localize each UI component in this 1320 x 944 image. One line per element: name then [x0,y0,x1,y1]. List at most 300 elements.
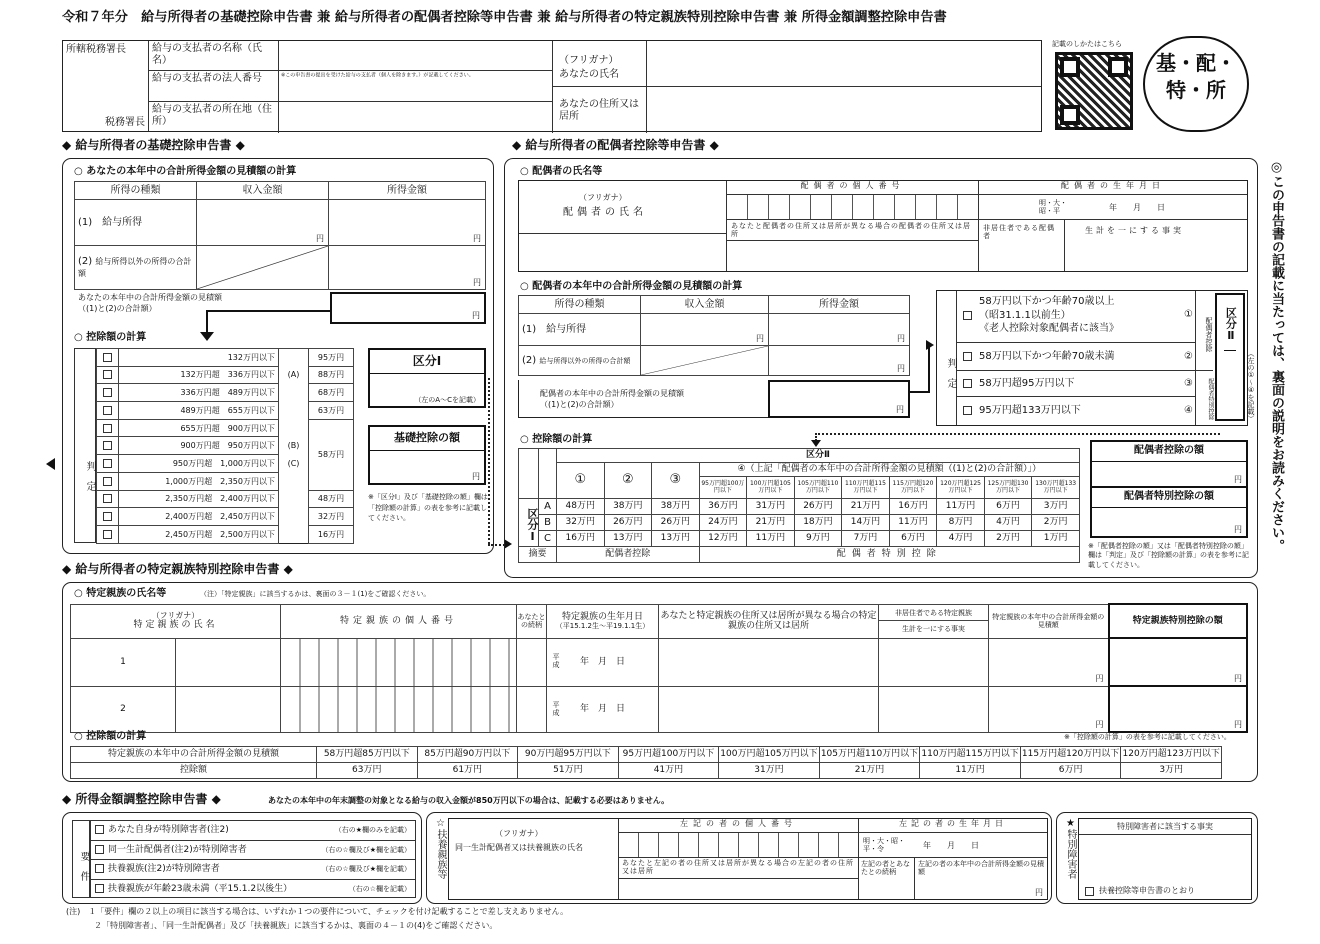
j4: 95万円超133万円以下 [979,405,1081,416]
spouse-amount: 21万円 [747,515,795,531]
spouse-col-head: 105万円超110万円以下 [794,477,842,499]
t-ymd: 年 月 日 [579,656,625,667]
yen-mark: 円 [1234,719,1242,729]
col-type: 所得の種類 [75,182,197,200]
judge4-checkbox[interactable] [963,406,972,415]
basic-row-checkbox[interactable] [97,384,119,402]
basic-range: 2,450万円超 2,500万円以下 [119,525,279,543]
spouse-amount: 6万円 [889,531,937,547]
s-kubun1-v: 区分Ⅰ [526,508,539,543]
t-est: 特定親族の本年中の合計所得金額の見積額 [989,604,1109,638]
basic-group [279,349,309,367]
checkbox[interactable] [103,370,112,379]
spouse-amount: 4万円 [937,531,985,547]
t-range: 120万円超123万円以下 [1121,747,1222,763]
form-title: 令和７年分 給与所得者の基礎控除申告書 兼 給与所得者の配偶者控除等申告書 兼 給与所得者の特定親族特別控除申告書 兼 所得金額調整控除申告書 [62,10,947,25]
req-note: （右の☆欄及び★欄を記載） [321,865,411,873]
spouse-amount: 4万円 [984,515,1032,531]
t-nonres-2[interactable] [879,686,989,732]
j2: 58万円以下かつ年齢70歳未満 [979,351,1115,362]
basic-calc-table [96,348,354,544]
spouse-amount: 2万円 [984,531,1032,547]
chosei-note-2: ２「特別障害者」、「同一生計配偶者」及び「扶養親族」に該当するかは、裏面の４－１の(4)をご確認ください。 [94,921,498,930]
payer-name-label: 給与の支払者の名称（氏名） [152,43,262,66]
spouse-amount: 18万円 [794,515,842,531]
hai-toku-v: 配偶者特別控除 [1195,371,1213,425]
t-addr-1[interactable] [659,638,879,686]
tokutei-name-sub: ○ 特定親族の氏名等 [74,588,167,599]
yen-mark: 円 [1234,524,1242,534]
spouse-col-head: 115万円超120万円以下 [889,477,937,499]
basic-range: 1,000万円超 2,350万円以下 [119,472,279,490]
kubun1-note: （左のA～Cを記載） [414,395,480,404]
spouse-col-head: 110万円超115万円以下 [842,477,890,499]
yen-mark: 円 [897,363,905,373]
spouse-amount: 38万円 [652,499,700,515]
c-mynum-field[interactable] [619,833,859,857]
checkbox[interactable] [103,406,112,415]
s-calc-kubun2: 区分Ⅱ [557,449,1080,463]
basic-group [279,419,309,437]
t-era: 平成 [552,652,560,669]
spouse-col-head: 120万円超125万円以下 [937,477,985,499]
basic-row-checkbox[interactable] [97,525,119,543]
t-birth2: （平15.1.2生～平19.1.1生） [555,622,650,631]
t-calc-sub: ○ 控除額の計算 [74,731,147,742]
checkbox[interactable] [103,353,112,362]
tokutei-table [70,603,1248,733]
toku-head: 特別障害者に該当する事実 [1079,819,1251,835]
basic-range: 900万円超 950万円以下 [119,437,279,455]
basic-group [279,508,309,526]
yen-mark: 円 [472,310,480,320]
spouse-col-head: 130万円超133万円以下 [1032,477,1080,499]
tokutei-name-note: （注）「特定親族」に該当するかは、裏面の３－１(1)をご確認ください。 [200,590,431,598]
basic-range: 132万円以下 [119,349,279,367]
payer-corp-label: 給与の支払者の法人番号 [152,73,262,84]
basic-row-checkbox[interactable] [97,419,119,437]
t-nonres-1[interactable] [879,638,989,686]
c-rel: 左記の者とあなたとの続柄 [859,857,915,899]
payer-addr-field[interactable] [279,102,553,133]
spouse-col-head: 95万円超100万円以下 [699,477,747,499]
req-item[interactable] [91,860,415,880]
spouse-name-label: 配偶者の氏名 [563,207,647,218]
basic-shotoku-2[interactable] [329,246,486,290]
spouse-mynum-label: 配偶者の個人番号 [727,181,979,195]
s-income-2 [641,346,769,376]
c-mynum: 左記の者の個人番号 [619,819,859,833]
fuyo-table [448,818,1048,900]
t-range: 115万円超120万円以下 [1020,747,1121,763]
yen-mark: 円 [1095,720,1104,730]
spouse-amount: 48万円 [557,499,605,515]
kubun1-letter: A [539,499,557,515]
spouse-amount: 1万円 [1032,531,1080,547]
spouse-estimate-field[interactable] [768,380,910,418]
spouse-amount: 8万円 [937,515,985,531]
basic-range: 2,350万円超 2,400万円以下 [119,490,279,508]
c3: ③ [1184,378,1193,389]
estimate-line-1: あなたの本年中の合計所得金額の見積額 [78,293,222,302]
t-era: 平成 [552,700,560,717]
kubun1-label: 区分Ⅰ [370,350,484,374]
basic-income-2 [197,246,329,290]
s-row2-no: (2) [522,354,537,366]
c2: ② [1184,351,1193,362]
c-name: 同一生計配偶者又は扶養親族の氏名 [455,843,583,852]
req-checkbox[interactable] [95,884,104,893]
spouse-col-head: 100万円超105万円以下 [747,477,795,499]
req-item[interactable] [91,821,415,841]
basic-note: ※「区分Ⅰ」及び「基礎控除の額」欄は「控除額の計算」の表を参考に記載してください。 [368,493,488,522]
spouse-amount: 13万円 [652,531,700,547]
spouse-income-sub: ○ 配偶者の本年中の合計所得金額の見積額の計算 [520,281,743,292]
req-text: 扶養親族(注2)が特別障害者 [108,864,220,874]
basic-row-checkbox[interactable] [97,366,119,384]
furigana-label: （フリガナ） [559,55,619,66]
t-mynum-1[interactable] [281,638,517,686]
c-est: 左記の者の本年中の合計所得金額の見積額 [918,860,1044,877]
toku-table [1078,818,1252,900]
spouse-amount: 16万円 [557,531,605,547]
t-range: 58万円超85万円以下 [317,747,418,763]
spouse-toku-box[interactable] [1090,486,1248,538]
t-est-1[interactable] [989,638,1109,686]
t-amount: 6万円 [1020,763,1121,779]
spouse-amount: 2万円 [1032,515,1080,531]
s-shotoku-2[interactable] [769,346,910,376]
basic-income-sub: ○ あなたの本年中の合計所得金額の見積額の計算 [74,166,297,177]
req-checkbox[interactable] [95,825,104,834]
req-text: 同一生計配偶者(注2)が特別障害者 [108,844,247,855]
spouse-amount: 32万円 [557,515,605,531]
checkbox[interactable] [103,441,112,450]
checkbox[interactable] [103,388,112,397]
t-calc-note: ※「控除額の計算」の表を参考に記載してください。 [1064,733,1231,741]
kubun2-note: （左の①～④を記載） [1247,350,1256,422]
t-kojo-1[interactable] [1109,638,1248,686]
t-amount: 63万円 [317,763,418,779]
checkbox[interactable] [103,459,112,468]
basic-group: (C) [279,455,309,473]
spouse-col-head: 125万円超130万円以下 [984,477,1032,499]
qr-code[interactable] [1055,52,1133,130]
basic-row-checkbox[interactable] [97,437,119,455]
s-estimate-2: （(1)と(2)の合計額） [540,400,619,410]
basic-range: 2,400万円超 2,450万円以下 [119,508,279,526]
basic-row-checkbox[interactable] [97,402,119,420]
spouse-name-sub: ○ 配偶者の氏名等 [520,166,603,177]
t-kojo-row: 控除額 [71,763,317,779]
s-row1-no: (1) [522,323,537,335]
req-note: （右の☆欄及び★欄を記載） [321,845,411,854]
row2-label: 給与所得以外の所得の合計額 [78,257,192,278]
basic-range: 336万円超 489万円以下 [119,384,279,402]
c-birth-field[interactable] [859,833,1047,857]
spouse-amount: 9万円 [794,531,842,547]
t-mynum-2[interactable] [281,686,517,732]
spouse-birth-label: 配偶者の生年月日 [979,181,1247,195]
basic-row-checkbox[interactable] [97,490,119,508]
spouse-income-table [518,295,910,376]
spouse-amount: 16万円 [889,499,937,515]
basic-range: 132万円超 336万円以下 [119,366,279,384]
spouse-amount: 11万円 [747,531,795,547]
t-amount: 21万円 [819,763,920,779]
checkbox[interactable] [103,512,112,521]
j1c: 《老人控除対象配偶者に該当》 [979,323,1119,334]
basic-group [279,402,309,420]
s-estimate-1: 配偶者の本年中の合計所得金額の見積額 [540,389,684,398]
basic-range: 489万円超 655万円以下 [119,402,279,420]
basic-heading: ◆ 給与所得者の基礎控除申告書 ◆ [62,138,245,152]
basic-amount: 16万円 [309,525,354,543]
chosei-heading-note: あなたの本年中の年末調整の対象となる給与の収入金額が850万円以下の場合は、記載する必要はありません。 [268,796,670,805]
t-seikei: 生計を一にする事実 [902,625,965,633]
spouse-nonres-label: 非居住者である配偶者 [983,224,1055,241]
judge2-checkbox[interactable] [963,352,972,361]
side-note: ◎この申告書の記載に当たっては、裏面の説明をお読みください。 [1269,160,1284,552]
hai-kojo-v: 配偶者控除 [1195,291,1213,371]
spouse-judge-table [936,290,1248,426]
yen-mark: 円 [1035,887,1043,897]
payer-block [62,40,1042,132]
yen-mark: 円 [473,233,481,243]
checkbox[interactable] [103,477,112,486]
t-name-1[interactable] [176,638,281,686]
t-mynum: 特定親族の個人番号 [281,604,517,638]
t-range: 100万円超105万円以下 [719,747,820,763]
basic-range: 655万円超 900万円以下 [119,419,279,437]
s-out-note: ※「配偶者控除の額」又は「配偶者特別控除の額」欄は「判定」及び「控除額の計算」の表を参考に記載してください。 [1088,542,1249,569]
t-amount: 11万円 [920,763,1021,779]
spouse-mynum-field[interactable] [727,195,979,219]
checkbox[interactable] [103,494,112,503]
judge3-checkbox[interactable] [963,379,972,388]
kubun1-box [368,348,486,408]
basic-amount: 58万円 [309,419,354,490]
payer-corp-note: ※この申告書の提出を受けた給与の支払者（個人を除きます。）が記載してください。 [281,72,474,78]
c1: ① [1184,309,1193,320]
payer-name-field[interactable] [279,41,553,71]
spouse-amount: 31万円 [747,499,795,515]
req-item[interactable] [91,880,415,900]
basic-row-checkbox[interactable] [97,455,119,473]
req-checkbox[interactable] [95,845,104,854]
yen-mark: 円 [756,333,764,343]
basic-group [279,384,309,402]
s-col-shotoku: 所得金額 [769,296,910,314]
your-addr-field[interactable] [647,87,1041,133]
yen-mark: 円 [472,471,480,481]
your-addr-label: あなたの住所又は居所 [559,99,639,122]
basic-row-checkbox[interactable] [97,508,119,526]
basic-shotoku-1[interactable] [329,200,486,246]
t-rel-1[interactable] [517,638,547,686]
spouse-seikei-label: 生計を一にする事実 [1085,226,1184,235]
req-checkbox[interactable] [95,864,104,873]
c-ymd: 年 月 日 [923,841,979,850]
t-furigana: （フリガナ） [151,611,200,621]
spouse-amount: 7万円 [842,531,890,547]
req-text: 扶養親族が年齢23歳未満（平15.1.2以後生） [108,883,293,894]
payer-addr-label: 給与の支払者の所在地（住所） [152,104,272,127]
spouse-calc-table: 区分Ⅱ ① ② ③ ④（上記「配偶者の本年中の合計所得金額の見積額（(1)と(2)の合計額）」） 95万円超100万円以下 100万円超105万円以下 105万円超110万円以下 110万円超115万円以下 115万円超120万円以下 120万円超125万円以下 125万円超130万円以下 130万円超133万円以下 A 48万円 38万円 38万円 36万円 31万円 26万円 21万円 16万円 11万円 6万円 3万円 B 32万円 26万円 26万円 24万円 21万円 18万円 14万円 11万円 8万円 4万円 2万円 C 16万円 13万円 13万円 12万円 11万円 9万円 7万円 6万円 4万円 2万円 1万円 摘要 配偶者控除 配偶者特別控除 [518,448,1080,563]
spouse-kojo-box[interactable] [1090,440,1248,488]
judge-label: 判 定 [74,348,96,543]
t-kojo: 特定親族特別控除の額 [1109,604,1248,638]
basic-amount: 32万円 [309,508,354,526]
fuyo-label: ☆扶養親族等 [435,818,446,879]
badge-line-1: 基・配・ [1156,51,1236,75]
spouse-name-field[interactable] [519,233,727,271]
basic-amount: 48万円 [309,490,354,508]
s-out2: 配偶者特別控除の額 [1092,488,1246,508]
t-kojo-2[interactable] [1109,686,1248,732]
t-amount: 31万円 [719,763,820,779]
spouse-addr-note: あなたと配偶者の住所又は居所が異なる場合の配偶者の住所又は居所 [727,219,979,241]
basic-estimate-field[interactable] [330,292,486,324]
spouse-amount: 26万円 [604,515,652,531]
s-col4: ④（上記「配偶者の本年中の合計所得金額の見積額（(1)と(2)の合計額）」） [699,463,1079,477]
tokutei-heading: ◆ 給与所得者の特定親族特別控除申告書 ◆ [62,562,293,576]
c-furigana: （フリガナ） [495,829,543,838]
s-shotoku-1[interactable] [769,314,910,346]
t-amount: 61万円 [417,763,518,779]
checkbox[interactable] [103,424,112,433]
spouse-amount: 6万円 [984,499,1032,515]
basic-group: (B) [279,437,309,455]
spouse-furigana-label: （フリガナ） [579,193,627,202]
spouse-amount: 21万円 [842,499,890,515]
spouse-amount: 11万円 [889,515,937,531]
judge1-checkbox[interactable] [963,311,972,320]
yen-mark: 円 [316,233,324,243]
toku-checkbox[interactable] [1085,887,1094,896]
t-range: 85万円超90万円以下 [417,747,518,763]
t-name: 特定親族の氏名 [133,620,218,631]
t-rel: あなたとの続柄 [517,604,547,638]
col-income: 収入金額 [197,182,329,200]
badge-line-2: 特・所 [1166,78,1226,102]
qr-caption: 記載のしかたはこちら [1052,40,1122,48]
basic-amount: 95万円 [309,349,354,367]
spouse-amount: 3万円 [1032,499,1080,515]
s-judge-label: 判 定 [937,291,957,425]
yen-mark: 円 [896,404,904,414]
spouse-amount: 24万円 [699,515,747,531]
t-birth: 特定親族の生年月日 [561,611,643,622]
t-addr: あなたと特定親族の住所又は居所が異なる場合の特定親族の住所又は居所 [659,604,879,638]
spouse-calc-sub: ○ 控除額の計算 [520,434,593,445]
spouse-era: 明・大・昭・平 [1039,199,1067,216]
s-kojo2: 配偶者特別控除 [699,547,1079,563]
payer-corp-field[interactable] [279,71,553,102]
s-row1: 給与所得 [546,323,587,335]
basic-amount: 63万円 [309,402,354,420]
spouse-amount: 26万円 [794,499,842,515]
basic-group: (A) [279,366,309,384]
basic-row-checkbox[interactable] [97,472,119,490]
t-amount: 51万円 [518,763,619,779]
t-head: 特定親族の本年中の合計所得金額の見積額 [71,747,317,763]
basic-row-checkbox[interactable] [97,349,119,367]
s-row2: 給与所得以外の所得の合計額 [539,356,631,365]
req-note: （右の★欄のみを記載） [334,826,411,834]
t-range: 105万円超110万円以下 [819,747,920,763]
t-range: 110万円超115万円以下 [920,747,1021,763]
c-addr: あなたと左記の者の住所又は居所が異なる場合の左記の者の住所又は居所 [619,857,859,879]
j3: 58万円超95万円以下 [979,378,1075,389]
t-nonres: 非居住者である特定親族 [879,605,988,621]
s-income-1[interactable] [641,314,769,346]
checkbox[interactable] [103,530,112,539]
spouse-amount: 12万円 [699,531,747,547]
basic-amount: 68万円 [309,384,354,402]
your-name-field[interactable] [647,41,1041,87]
t-range: 95万円超100万円以下 [618,747,719,763]
yen-mark: 円 [897,333,905,343]
spouse-amount: 13万円 [604,531,652,547]
j1b: （昭31.1.1以前生） [979,309,1071,321]
tax-office-label: 所轄税務署長 [66,44,126,55]
spouse-heading: ◆ 給与所得者の配偶者控除等申告書 ◆ [512,138,719,152]
c-addr-field[interactable] [619,879,859,899]
c-era: 明・大・昭・平・令 [863,837,905,854]
c4: ④ [1184,405,1193,416]
tax-office-label-2: 税務署長 [105,116,145,128]
spouse-amount: 36万円 [699,499,747,515]
s-out1: 配偶者控除の額 [1092,442,1246,462]
basic-group [279,490,309,508]
kiso-box[interactable] [368,425,486,485]
toku-label: ★特別障害者 [1065,818,1076,879]
tokutei-calc-table [70,746,1222,779]
row2-no: (2) [78,256,93,267]
chosei-heading: ◆ 所得金額調整控除申告書 ◆ [62,792,221,806]
form-type-badge [1143,36,1249,132]
c-birth: 左記の者の生年月日 [859,819,1047,833]
yen-mark: 円 [473,277,481,287]
yen-mark: 円 [1095,674,1104,684]
j1a: 58万円以下かつ年齢70歳以上 [979,296,1115,307]
basic-amount: 88万円 [309,366,354,384]
t-name-2[interactable] [176,686,281,732]
req-item[interactable] [91,841,415,861]
spouse-addr-field[interactable] [727,241,979,271]
row1-no: (1) [78,216,93,228]
t-rel-2[interactable] [517,686,547,732]
t-amount: 41万円 [618,763,719,779]
kubun2-label: 区分Ⅱ [1224,295,1237,351]
t-amount: 3万円 [1121,763,1222,779]
yen-mark: 円 [1234,673,1242,683]
estimate-line-2: （(1)と(2)の合計額） [78,304,157,314]
req-text: あなた自身が特別障害者(注2) [108,825,229,835]
t-est-2[interactable] [989,686,1109,732]
basic-income-1[interactable] [197,200,329,246]
spouse-ymd: 年 月 日 [1109,203,1165,212]
basic-group [279,525,309,543]
spouse-info-table [518,180,1248,272]
spouse-birth-field[interactable] [979,195,1247,219]
toku-cb-label: 扶養控除等申告書のとおり [1099,886,1195,895]
t-addr-2[interactable] [659,686,879,732]
req-list [90,820,416,898]
chosei-note-1: (注) １「要件」欄の２以上の項目に該当する場合は、いずれか１つの要件について、チェックを付け記載することで差し支えありません。 [66,907,569,916]
req-label: 要 件 [72,820,90,898]
